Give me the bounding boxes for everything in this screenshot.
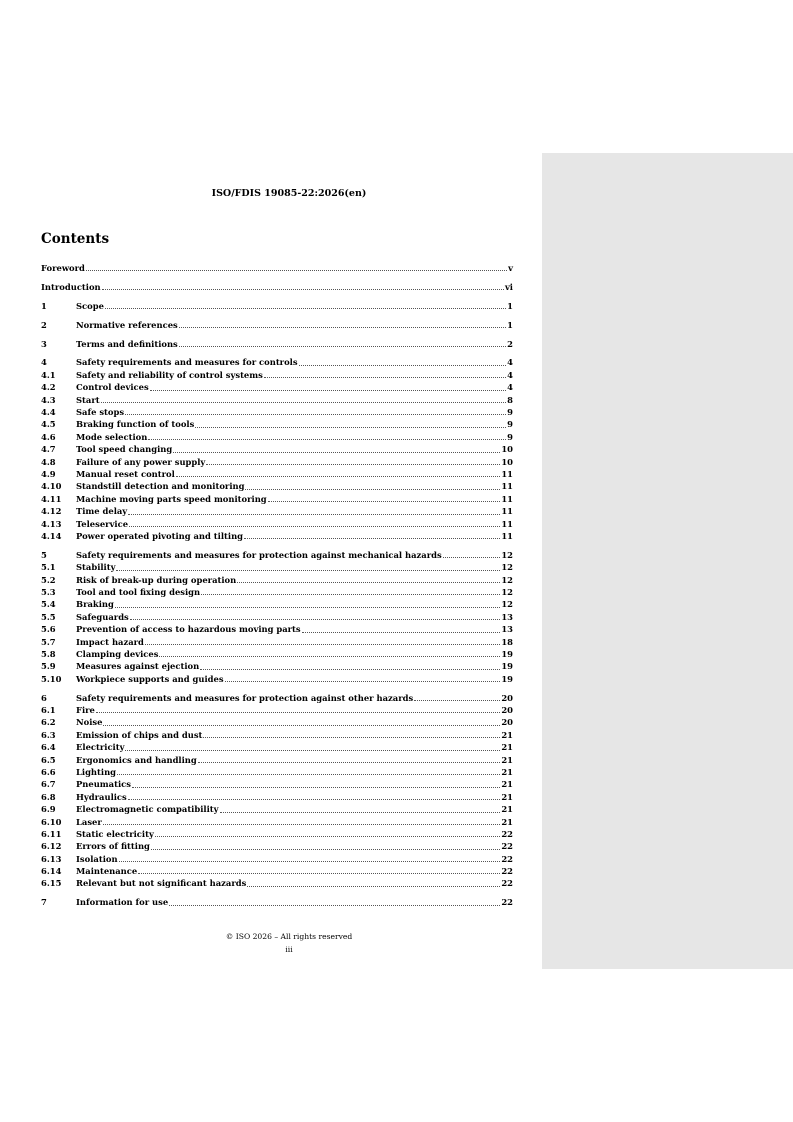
toc-entry-number: 4	[41, 357, 47, 368]
toc-entry[interactable]	[41, 840, 513, 852]
toc-leader-dots	[302, 624, 501, 633]
toc-entry-number: 4.12	[41, 506, 62, 517]
toc-entry-number: 6.5	[41, 754, 56, 765]
page-number: iii	[285, 945, 293, 954]
toc-entry-page: 12	[501, 549, 513, 560]
toc-entry[interactable]	[41, 406, 513, 418]
toc-entry-number: 4.3	[41, 394, 56, 405]
toc-entry[interactable]	[41, 574, 513, 586]
toc-entry-page: 22	[501, 897, 513, 908]
toc-entry[interactable]	[41, 262, 513, 274]
toc-leader-dots	[115, 599, 500, 608]
toc-entry-title: Tool speed changing	[76, 444, 173, 455]
toc-entry-title: Isolation	[76, 853, 118, 864]
toc-entry[interactable]	[41, 729, 513, 741]
toc-entry[interactable]	[41, 598, 513, 610]
toc-entry-number: 5.8	[41, 648, 56, 659]
toc-entry-title: Static electricity	[76, 828, 154, 839]
toc-entry-page: 2	[507, 338, 513, 349]
toc-leader-dots	[264, 369, 506, 378]
toc-entry-page: 11	[501, 506, 513, 517]
toc-entry-title: Time delay	[76, 506, 128, 517]
toc-entry[interactable]	[41, 338, 513, 350]
toc-entry-title: Safety and reliability of control systems	[76, 369, 263, 380]
toc-entry[interactable]	[41, 896, 513, 908]
toc-entry-number: 6.12	[41, 841, 62, 852]
toc-entry-number: 6.10	[41, 816, 62, 827]
toc-entry-number: 6.1	[41, 705, 56, 715]
toc-entry-page: 19	[501, 673, 513, 684]
toc-entry[interactable]	[41, 549, 513, 561]
toc-entry-page: 11	[501, 530, 513, 541]
toc-entry-number: 6.7	[41, 779, 56, 790]
toc-leader-dots	[203, 729, 500, 738]
toc-entry-page: 22	[501, 828, 513, 839]
toc-entry-title: Safety requirements and measures for protection against mechanical hazards	[76, 549, 442, 560]
toc-entry-number: 4.11	[41, 493, 62, 504]
toc-entry-page: 21	[501, 729, 513, 740]
toc-entry-title: Foreword	[41, 263, 85, 273]
toc-entry[interactable]	[41, 518, 513, 530]
toc-entry-title: Teleservice	[76, 518, 129, 529]
toc-leader-dots	[129, 518, 500, 527]
toc-leader-dots	[169, 897, 500, 906]
toc-entry-page: 20	[501, 717, 513, 728]
toc-entry[interactable]	[41, 877, 513, 889]
toc-entry-title: Impact hazard	[76, 636, 144, 647]
toc-entry-page: vi	[504, 281, 513, 292]
toc-entry-number: 4.10	[41, 481, 62, 492]
toc-entry[interactable]	[41, 431, 513, 443]
toc-entry[interactable]	[41, 443, 513, 455]
toc-entry[interactable]	[41, 623, 513, 635]
toc-entry-number: 3	[41, 338, 47, 349]
toc-entry-page: 19	[501, 648, 513, 659]
toc-leader-dots	[150, 382, 506, 391]
toc-leader-dots	[102, 281, 504, 290]
toc-entry[interactable]	[41, 505, 513, 517]
toc-entry-page: 22	[501, 866, 513, 877]
toc-entry[interactable]	[41, 692, 513, 704]
toc-entry-title: Failure of any power supply	[76, 456, 206, 467]
toc-entry-number: 4.7	[41, 444, 56, 455]
toc-entry-number: 4.13	[41, 518, 62, 529]
toc-entry[interactable]	[41, 319, 513, 331]
toc-entry-title: Errors of fitting	[76, 841, 150, 852]
toc-leader-dots	[201, 586, 500, 595]
toc-entry-title: Lighting	[76, 766, 117, 777]
toc-entry-page: 18	[501, 636, 513, 647]
toc-entry-number: 4.4	[41, 407, 56, 418]
toc-entry-page: 11	[501, 518, 513, 529]
toc-leader-dots	[132, 779, 500, 788]
toc-entry-page: 11	[501, 481, 513, 492]
toc-entry-title: Safe stops	[76, 407, 125, 418]
toc-entry-title: Tool and tool fixing design	[76, 586, 201, 597]
table-of-contents	[41, 262, 513, 909]
toc-entry-number: 6.8	[41, 791, 56, 802]
toc-entry-number: 5.3	[41, 586, 56, 597]
toc-entry-number: 5	[41, 549, 47, 560]
toc-entry-number: 4.8	[41, 456, 56, 467]
toc-entry-page: 20	[501, 705, 513, 715]
contents-heading: Contents	[41, 231, 110, 247]
toc-entry-title: Terms and definitions	[76, 338, 178, 349]
toc-entry-page: 22	[501, 853, 513, 864]
toc-entry-number: 6.6	[41, 766, 56, 777]
toc-leader-dots	[179, 319, 506, 328]
toc-entry-title: Standstill detection and monitoring	[76, 481, 245, 492]
toc-entry-page: 22	[501, 841, 513, 852]
toc-entry[interactable]	[41, 356, 513, 368]
toc-leader-dots	[414, 692, 500, 701]
toc-entry[interactable]	[41, 493, 513, 505]
toc-leader-dots	[299, 357, 507, 366]
toc-entry-title: Introduction	[41, 281, 101, 292]
toc-entry-page: 1	[507, 319, 513, 330]
toc-entry[interactable]	[41, 418, 513, 430]
toc-entry-page: 13	[501, 624, 513, 635]
toc-entry-title: Braking function of tools	[76, 419, 195, 430]
toc-entry[interactable]	[41, 611, 513, 623]
toc-entry-number: 6	[41, 692, 47, 703]
toc-entry-title: Information for use	[76, 897, 169, 908]
toc-entry[interactable]	[41, 636, 513, 648]
toc-entry-page: 4	[507, 382, 513, 393]
toc-leader-dots	[159, 648, 500, 657]
toc-entry-number: 4.2	[41, 382, 56, 393]
toc-entry-title: Relevant but not significant hazards	[76, 878, 247, 889]
toc-leader-dots	[125, 406, 506, 415]
toc-leader-dots	[155, 828, 501, 837]
toc-entry[interactable]	[41, 828, 513, 840]
toc-entry-page: 11	[501, 468, 513, 479]
toc-leader-dots	[101, 394, 507, 403]
toc-entry[interactable]	[41, 673, 513, 685]
toc-leader-dots	[138, 865, 500, 874]
toc-entry-page: 12	[501, 574, 513, 585]
toc-leader-dots	[198, 754, 501, 763]
toc-entry-title: Safety requirements and measures for protection against other hazards	[76, 692, 414, 703]
toc-entry[interactable]	[41, 716, 513, 728]
toc-entry-title: Mode selection	[76, 431, 148, 442]
toc-entry-number: 6.4	[41, 742, 56, 753]
toc-entry[interactable]	[41, 468, 513, 480]
toc-entry[interactable]	[41, 586, 513, 598]
toc-entry-number: 1	[41, 300, 47, 311]
toc-entry[interactable]	[41, 778, 513, 790]
toc-entry-page: 21	[501, 816, 513, 827]
toc-entry-title: Scope	[76, 300, 104, 311]
toc-entry[interactable]	[41, 648, 513, 660]
toc-entry[interactable]	[41, 741, 513, 753]
toc-leader-dots	[245, 481, 500, 490]
toc-entry-number: 6.3	[41, 729, 56, 740]
toc-entry-title: Machine moving parts speed monitoring	[76, 493, 267, 504]
toc-entry-title: Start	[76, 394, 100, 405]
toc-entry-page: 9	[507, 407, 513, 418]
toc-leader-dots	[195, 419, 506, 428]
toc-entry-number: 6.9	[41, 804, 56, 815]
toc-entry-number: 5.5	[41, 611, 56, 622]
toc-entry[interactable]	[41, 530, 513, 542]
toc-entry-page: 9	[507, 431, 513, 442]
toc-entry-number: 5.9	[41, 661, 56, 672]
toc-entry-number: 5.4	[41, 599, 56, 610]
toc-leader-dots	[105, 300, 506, 309]
toc-entry[interactable]	[41, 394, 513, 406]
toc-entry[interactable]	[41, 480, 513, 492]
toc-entry-number: 4.14	[41, 530, 62, 541]
toc-leader-dots	[268, 493, 501, 502]
toc-leader-dots	[244, 530, 500, 539]
toc-entry-page: 1	[507, 300, 513, 311]
toc-entry-number: 6.14	[41, 866, 62, 877]
toc-entry-title: Workpiece supports and guides	[76, 673, 224, 684]
toc-entry-page: 13	[501, 611, 513, 622]
toc-entry-title: Ergonomics and handling	[76, 754, 197, 765]
toc-entry-page: 12	[501, 562, 513, 573]
toc-entry-number: 2	[41, 319, 47, 330]
toc-entry[interactable]	[41, 791, 513, 803]
toc-leader-dots	[225, 673, 501, 682]
toc-entry-number: 5.10	[41, 673, 62, 684]
toc-entry-number: 5.7	[41, 636, 56, 647]
toc-entry-page: v	[508, 263, 513, 273]
toc-entry-number: 6.11	[41, 828, 62, 839]
toc-entry-title: Electromagnetic compatibility	[76, 804, 219, 815]
toc-entry[interactable]	[41, 816, 513, 828]
toc-entry-page: 21	[501, 804, 513, 815]
toc-entry-title: Emission of chips and dust	[76, 729, 203, 740]
toc-leader-dots	[237, 574, 500, 583]
toc-leader-dots	[128, 791, 501, 800]
toc-entry-title: Manual reset control	[76, 468, 175, 479]
toc-entry[interactable]	[41, 281, 513, 293]
toc-entry[interactable]	[41, 853, 513, 865]
toc-leader-dots	[247, 878, 500, 887]
toc-entry-title: Noise	[76, 717, 103, 728]
toc-entry-number: 4.5	[41, 419, 56, 430]
toc-entry-number: 4.6	[41, 431, 56, 442]
toc-entry-title: Safeguards	[76, 611, 129, 622]
toc-entry-number: 7	[41, 897, 47, 908]
toc-entry-title: Prevention of access to hazardous moving parts	[76, 624, 301, 635]
toc-entry[interactable]	[41, 381, 513, 393]
toc-leader-dots	[86, 262, 507, 271]
toc-leader-dots	[116, 562, 500, 571]
toc-entry-title: Braking	[76, 599, 114, 610]
toc-entry-title: Fire	[76, 705, 95, 715]
toc-leader-dots	[151, 841, 500, 850]
toc-entry[interactable]	[41, 803, 513, 815]
toc-entry-page: 4	[507, 357, 513, 368]
toc-entry-title: Pneumatics	[76, 779, 131, 790]
toc-entry-page: 4	[507, 369, 513, 380]
toc-entry-number: 4.9	[41, 468, 56, 479]
toc-entry[interactable]	[41, 704, 513, 716]
toc-entry-number: 4.1	[41, 369, 56, 380]
toc-entry-page: 9	[507, 419, 513, 430]
toc-entry-title: Measures against ejection	[76, 661, 200, 672]
toc-entry-page: 10	[501, 444, 513, 455]
toc-leader-dots	[119, 853, 501, 862]
toc-entry-page: 19	[501, 661, 513, 672]
toc-entry-page: 21	[501, 754, 513, 765]
toc-leader-dots	[145, 636, 500, 645]
toc-entry-title: Electricity	[76, 742, 125, 753]
toc-entry-title: Hydraulics	[76, 791, 127, 802]
toc-entry-number: 6.15	[41, 878, 62, 889]
toc-entry-page: 11	[501, 493, 513, 504]
toc-leader-dots	[220, 804, 501, 813]
toc-entry[interactable]	[41, 456, 513, 468]
toc-entry-number: 5.1	[41, 562, 56, 573]
toc-leader-dots	[179, 338, 506, 347]
toc-entry-title: Risk of break-up during operation	[76, 574, 237, 585]
toc-entry-number: 6.2	[41, 717, 56, 728]
toc-entry[interactable]	[41, 754, 513, 766]
toc-leader-dots	[173, 444, 500, 453]
comment-pane	[542, 153, 793, 969]
toc-entry-page: 21	[501, 742, 513, 753]
toc-entry-page: 10	[501, 456, 513, 467]
toc-entry-page: 20	[501, 692, 513, 703]
toc-leader-dots	[176, 468, 501, 477]
toc-entry-title: Control devices	[76, 382, 149, 393]
toc-entry-title: Normative references	[76, 319, 178, 330]
toc-entry[interactable]	[41, 369, 513, 381]
toc-leader-dots	[443, 549, 501, 558]
toc-leader-dots	[200, 661, 500, 670]
toc-entry-title: Laser	[76, 816, 102, 827]
toc-entry[interactable]	[41, 300, 513, 312]
toc-entry-page: 8	[507, 394, 513, 405]
toc-entry-number: 6.13	[41, 853, 62, 864]
toc-leader-dots	[128, 506, 500, 515]
toc-entry-page: 12	[501, 586, 513, 597]
toc-leader-dots	[103, 717, 500, 726]
document-id-header: ISO/FDIS 19085-22:2026(en)	[211, 188, 367, 199]
toc-entry-page: 21	[501, 779, 513, 790]
toc-leader-dots	[125, 742, 500, 751]
toc-leader-dots	[148, 431, 506, 440]
toc-entry-number: 5.2	[41, 574, 56, 585]
toc-entry-number: 5.6	[41, 624, 56, 635]
toc-entry-page: 12	[501, 599, 513, 610]
toc-entry[interactable]	[41, 865, 513, 877]
toc-leader-dots	[206, 456, 500, 465]
toc-entry-title: Clamping devices	[76, 648, 159, 659]
toc-entry[interactable]	[41, 766, 513, 778]
toc-entry-title: Safety requirements and measures for controls	[76, 357, 298, 368]
toc-entry[interactable]	[41, 561, 513, 573]
toc-leader-dots	[130, 611, 501, 620]
toc-leader-dots	[117, 766, 500, 775]
toc-entry-page: 22	[501, 878, 513, 889]
copyright-footer: © ISO 2026 – All rights reserved	[225, 932, 353, 941]
toc-leader-dots	[103, 816, 501, 825]
toc-entry-page: 21	[501, 766, 513, 777]
toc-entry-page: 21	[501, 791, 513, 802]
toc-leader-dots	[96, 704, 500, 713]
toc-entry-title: Maintenance	[76, 866, 138, 877]
toc-entry-title: Power operated pivoting and tilting	[76, 530, 244, 541]
toc-entry[interactable]	[41, 660, 513, 672]
toc-entry-title: Stability	[76, 562, 116, 573]
